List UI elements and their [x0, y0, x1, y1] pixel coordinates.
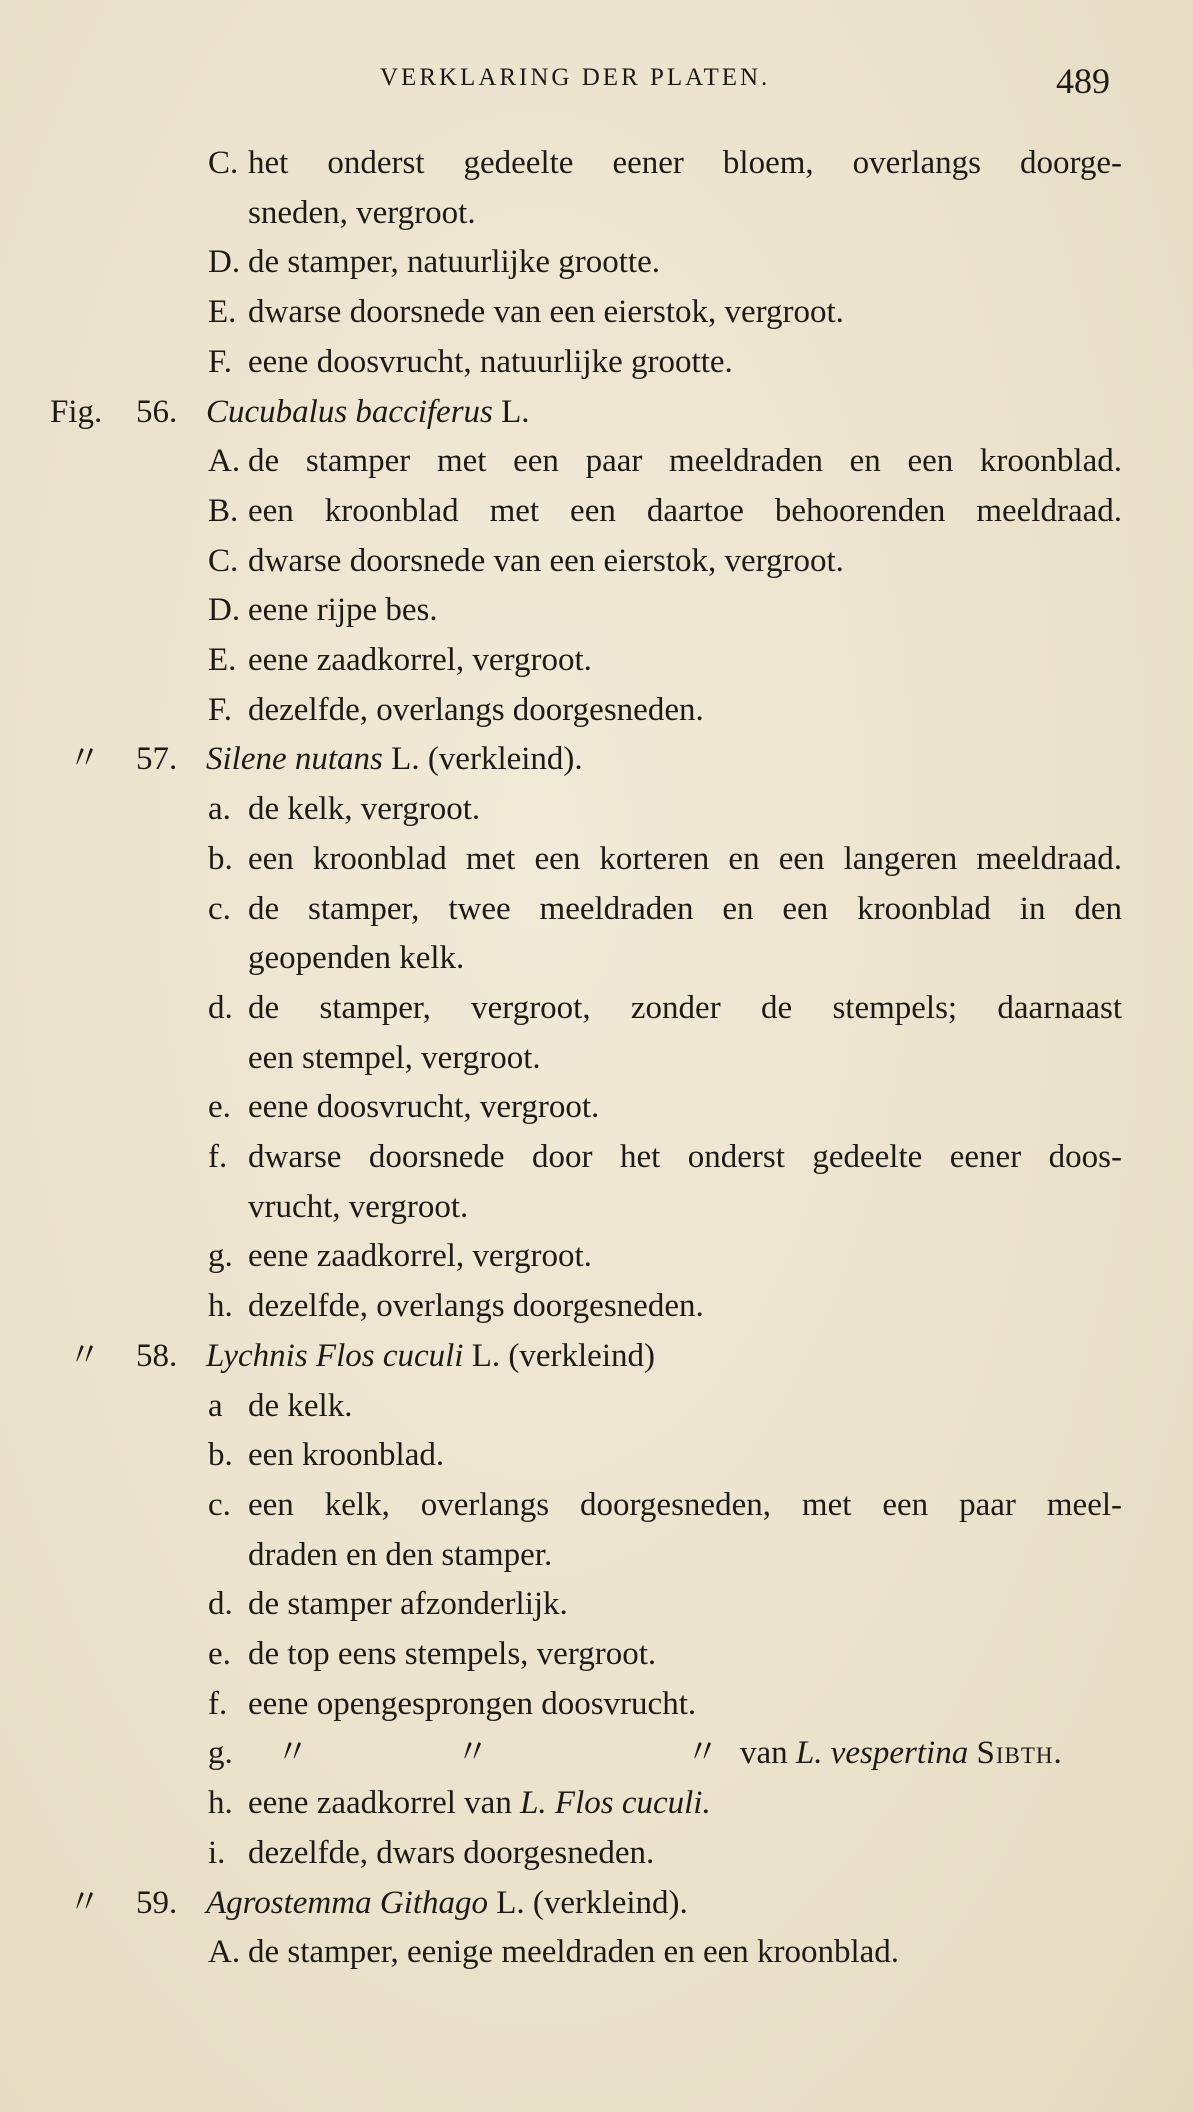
item-label: b. [208, 840, 233, 877]
page-header [0, 60, 1193, 100]
item-label: c. [208, 890, 231, 927]
item-text: de kelk, vergroot. [248, 791, 481, 828]
text-line [0, 138, 1193, 188]
text-line [0, 834, 1193, 884]
item-text: eene rijpe bes. [248, 592, 438, 629]
item-text: dwarse doorsnede van een eierstok, vergroot. [248, 294, 844, 331]
text-line [0, 734, 1193, 784]
text-line [0, 1927, 1193, 1977]
item-text: eene zaadkorrel, vergroot. [248, 642, 592, 678]
figure-number: 59. [136, 1884, 178, 1921]
item-label: d. [208, 989, 233, 1026]
text-line [0, 884, 1193, 934]
item-label: h. [208, 1288, 233, 1325]
text-line [0, 1480, 1193, 1530]
text-line [0, 387, 1193, 437]
continuation-text: geopenden kelk. [248, 940, 465, 977]
figure-number: 57. [136, 741, 178, 778]
running-head: VERKLARING DER PLATEN. [380, 64, 771, 91]
text-line [0, 1728, 1193, 1778]
text-line [0, 1629, 1193, 1679]
text-line [0, 1828, 1193, 1878]
taxon-entry [206, 1331, 655, 1381]
text-line [0, 1679, 1193, 1729]
item-label: F. [208, 343, 232, 380]
ditto-mark: 〃 [456, 1735, 489, 1772]
text-line [0, 1878, 1193, 1928]
item-text [740, 1728, 1063, 1778]
item-label: b. [208, 1437, 233, 1474]
text-line [0, 1331, 1193, 1381]
text-line [0, 237, 1193, 287]
taxon-name: L. vespertina [795, 1735, 969, 1772]
item-label: E. [208, 294, 237, 331]
item-label: C. [208, 145, 239, 181]
item-text: de stamper, natuurlijke grootte. [248, 244, 660, 281]
continuation-text: draden en den stamper. [248, 1536, 553, 1573]
ditto-mark: 〃 [686, 1735, 719, 1772]
taxon-entry [206, 734, 583, 784]
text-line [0, 635, 1193, 685]
item-label: e. [208, 1636, 231, 1672]
text-line [0, 1530, 1193, 1580]
item-text: eene doosvrucht, vergroot. [248, 1089, 600, 1126]
taxon-entry [206, 387, 530, 437]
taxon-author: L. (verkleind). [496, 1884, 688, 1921]
item-label: A. [208, 1934, 241, 1971]
item-label: B. [208, 492, 239, 529]
item-text: dezelfde, overlangs doorgesneden. [248, 1288, 704, 1325]
continuation-text: sneden, vergroot. [248, 194, 476, 231]
item-label: E. [208, 642, 237, 678]
text-line [0, 337, 1193, 387]
item-text: de stamper, vergroot, zonder de stempels; daarnaast [248, 989, 1122, 1026]
item-label: D. [208, 592, 241, 629]
item-label: f. [208, 1139, 228, 1175]
text-line [0, 536, 1193, 586]
text-line [0, 685, 1193, 735]
item-text: de stamper, eenige meeldraden en een kroonblad. [248, 1934, 900, 1971]
item-text: dezelfde, dwars doorgesneden. [248, 1834, 655, 1871]
item-text: de kelk. [248, 1387, 353, 1424]
item-label: g. [208, 1735, 233, 1772]
item-text: de stamper, twee meeldraden en een kroonblad in den [248, 890, 1122, 927]
item-text: het onderst gedeelte eener bloem, overlangs doorge- [248, 145, 1122, 181]
text-line [0, 585, 1193, 635]
text-line [0, 1430, 1193, 1480]
text-line [0, 1182, 1193, 1232]
continuation-text: een stempel, vergroot. [248, 1039, 541, 1076]
text-line [0, 1778, 1193, 1828]
taxon-name: Lychnis Flos cuculi [206, 1337, 464, 1374]
text-line [0, 1132, 1193, 1182]
page-number: 489 [1056, 61, 1110, 101]
item-text: dwarse doorsnede van een eierstok, vergroot. [248, 542, 844, 579]
item-label: D. [208, 244, 241, 281]
figure-prefix: Fig. [50, 393, 103, 430]
ditto-mark: 〃 [68, 1884, 101, 1921]
item-label: f. [208, 1685, 228, 1722]
text-line [0, 1231, 1193, 1281]
item-text: een kroonblad met een daartoe behoorenden meeldraad. [248, 492, 1122, 529]
taxon-name: Silene nutans [206, 741, 383, 778]
taxon-author: Sibth. [976, 1735, 1063, 1772]
item-label: a. [208, 791, 231, 828]
taxon-author: L. (verkleind) [471, 1337, 655, 1374]
text-line [0, 1381, 1193, 1431]
ditto-mark: 〃 [276, 1735, 309, 1772]
item-label: h. [208, 1785, 233, 1822]
text-line [0, 1033, 1193, 1083]
item-text: de top eens stempels, vergroot. [248, 1636, 657, 1672]
item-text: eene doosvrucht, natuurlijke grootte. [248, 343, 733, 380]
item-text: de stamper afzonderlijk. [248, 1586, 568, 1623]
ditto-mark: 〃 [68, 1337, 101, 1374]
item-label: e. [208, 1089, 231, 1126]
item-label: c. [208, 1486, 231, 1523]
text-line [0, 784, 1193, 834]
taxon-name: Agrostemma Githago [206, 1884, 489, 1921]
figure-number: 58. [136, 1337, 178, 1374]
item-text: een kroonblad met een korteren en een langeren meeldraad. [248, 840, 1122, 877]
item-text: een kelk, overlangs doorgesneden, met een paar meel- [248, 1486, 1122, 1523]
text-line [0, 287, 1193, 337]
continuation-text: vrucht, vergroot. [248, 1188, 469, 1225]
taxon-author: L. (verkleind). [391, 741, 583, 778]
item-label: a [208, 1387, 223, 1424]
text-line [0, 983, 1193, 1033]
item-label: A. [208, 443, 241, 480]
item-text [248, 1778, 711, 1828]
item-label: g. [208, 1238, 233, 1275]
taxon-entry [206, 1878, 688, 1928]
text-line [0, 188, 1193, 238]
item-text: dwarse doorsnede door het onderst gedeelte eener doos- [248, 1139, 1122, 1175]
taxon-author: L. [501, 393, 530, 430]
item-text: eene opengesprongen doosvrucht. [248, 1685, 697, 1722]
taxon-name: Cucubalus bacciferus [206, 393, 493, 430]
item-text-word: van [740, 1735, 788, 1772]
item-text-words: eene zaadkorrel van [248, 1785, 512, 1822]
item-text: dezelfde, overlangs doorgesneden. [248, 691, 704, 728]
item-text: een kroonblad. [248, 1437, 445, 1474]
item-label: C. [208, 542, 239, 579]
text-line [0, 486, 1193, 536]
text-line [0, 933, 1193, 983]
item-text: de stamper met een paar meeldraden en een kroonblad. [248, 443, 1122, 480]
text-line [0, 1281, 1193, 1331]
text-line [0, 436, 1193, 486]
item-label: F. [208, 691, 232, 728]
taxon-name: L. Flos cuculi. [520, 1785, 711, 1822]
item-label: d. [208, 1586, 233, 1623]
item-text: eene zaadkorrel, vergroot. [248, 1238, 592, 1275]
ditto-mark: 〃 [68, 741, 101, 778]
text-line [0, 1579, 1193, 1629]
figure-number: 56. [136, 393, 178, 430]
text-line [0, 1082, 1193, 1132]
item-label: i. [208, 1834, 226, 1871]
